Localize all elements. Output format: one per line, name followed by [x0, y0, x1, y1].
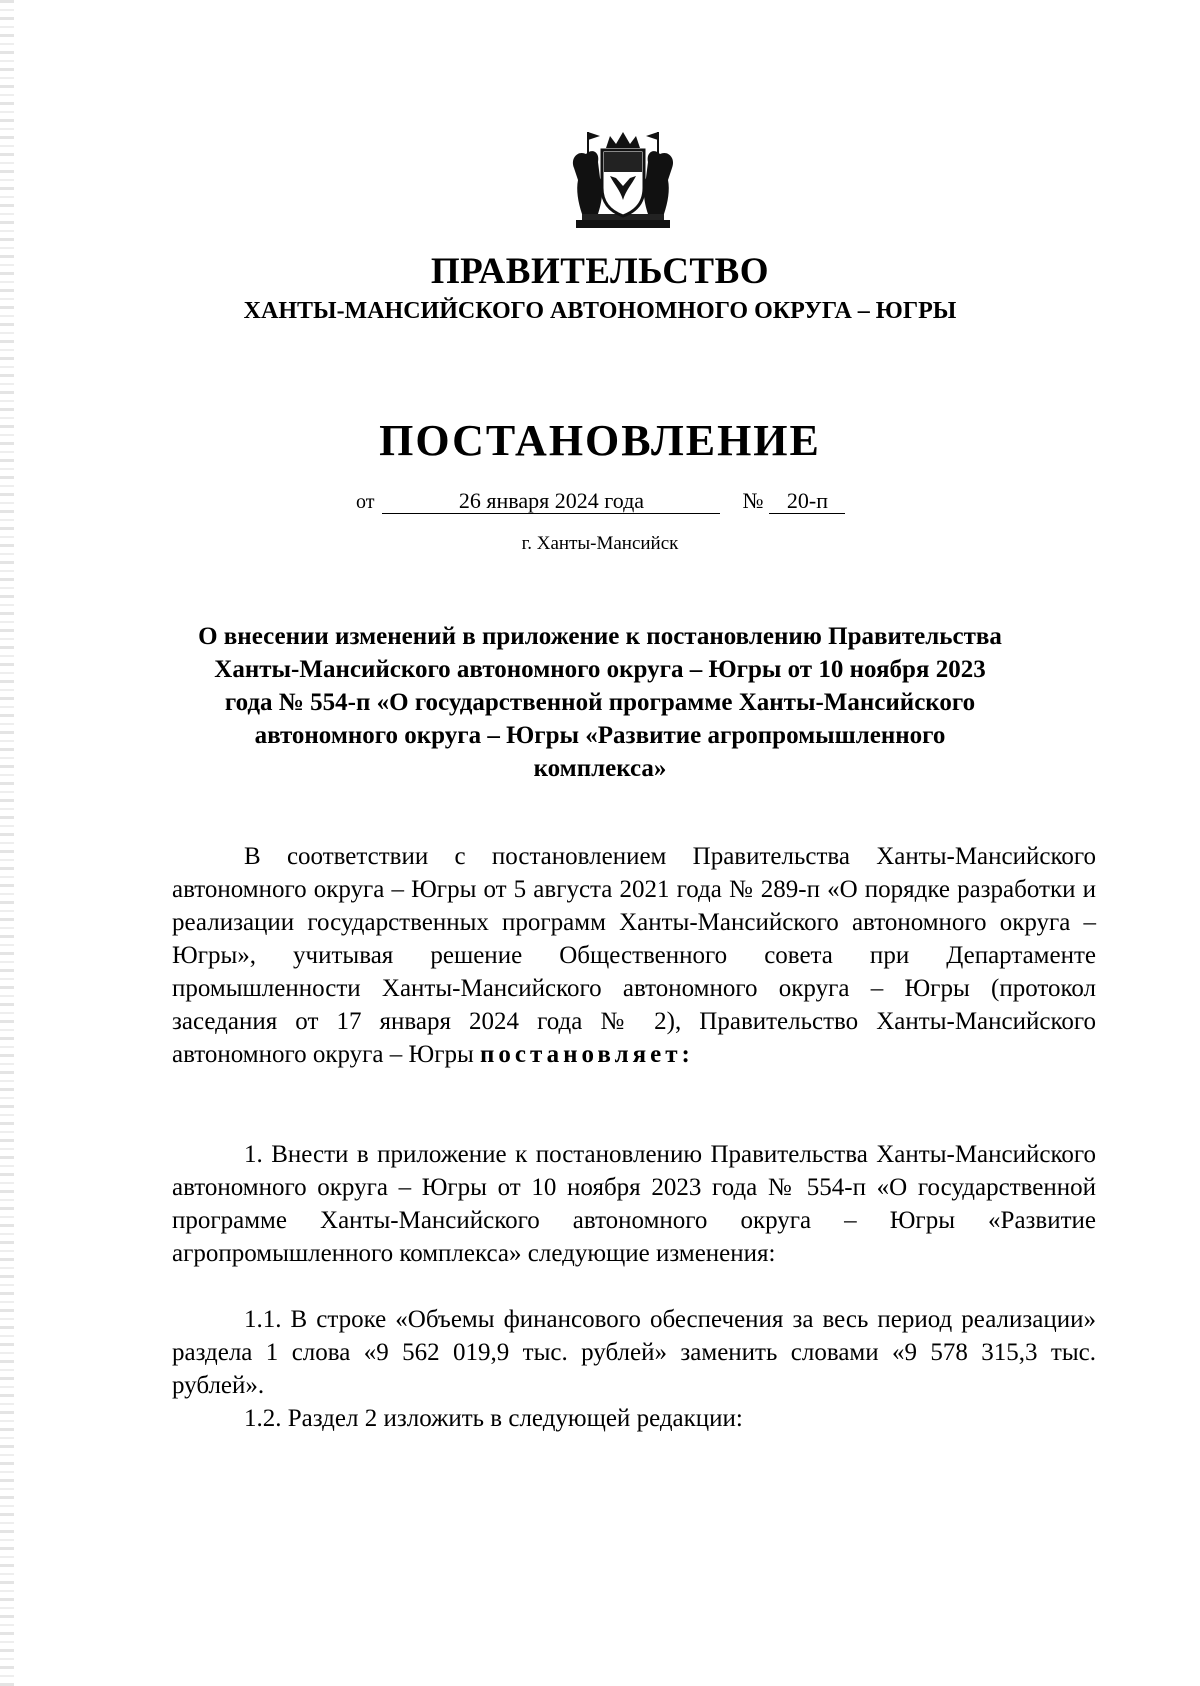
preamble-text: В соответствии с постановлением Правительства Ханты-Мансийского автономного округа – Югры от 5 августа 2021 года № 289-п «О порядке разработки и реализации государственных программ Ханты-Мансийского автономного округа – Югры», учитывая решение Общественного совета при Департаменте промышленности Ханты-Мансийского автономного округа – Югры (протокол заседания от 17 января 2024 года № 2), Правительство Ханты-Мансийского автономного округа – Югры	[172, 843, 1096, 1068]
resolves-word: постановляет:	[480, 1041, 694, 1068]
government-title: ПРАВИТЕЛЬСТВО	[430, 251, 770, 292]
document-subject: О внесении изменений в приложение к постановлению Правительства Ханты-Мансийского автономного округа – Югры от 10 ноября 2023 года № 554-п «О государственной программе Ханты-Мансийского автономного округа – Югры «Развитие агропромышленного комплекса»	[198, 623, 1002, 782]
clause-1-1-paragraph: 1.1. В строке «Объемы финансового обеспечения за весь период реализации» раздела 1 слова «9 562 019,9 тыс. рублей» заменить словами «9 578 315,3 тыс. рублей».	[172, 1306, 1096, 1399]
document-number: 20-п	[769, 490, 845, 514]
date-number-line	[356, 488, 845, 514]
preamble-paragraph	[172, 840, 1096, 1071]
clause-1-paragraph: 1. Внести в приложение к постановлению Правительства Ханты-Мансийского автономного округа – Югры от 10 ноября 2023 года № 554-п «О государственной программе Ханты-Мансийского автономного округа – Югры «Развитие агропромышленного комплекса» следующие изменения:	[172, 1141, 1096, 1267]
number-prefix: №	[742, 488, 764, 513]
government-subtitle: ХАНТЫ-МАНСИЙСКОГО АВТОНОМНОГО ОКРУГА – ЮГРЫ	[243, 298, 957, 324]
document-type: ПОСТАНОВЛЕНИЕ	[379, 416, 821, 465]
city: г. Ханты-Мансийск	[521, 533, 679, 554]
date-prefix: от	[356, 491, 375, 513]
clause-1-2-paragraph: 1.2. Раздел 2 изложить в следующей редакции:	[244, 1405, 743, 1432]
document-date: 26 января 2024 года	[382, 490, 720, 514]
khmao-coat-of-arms-icon	[568, 128, 678, 233]
